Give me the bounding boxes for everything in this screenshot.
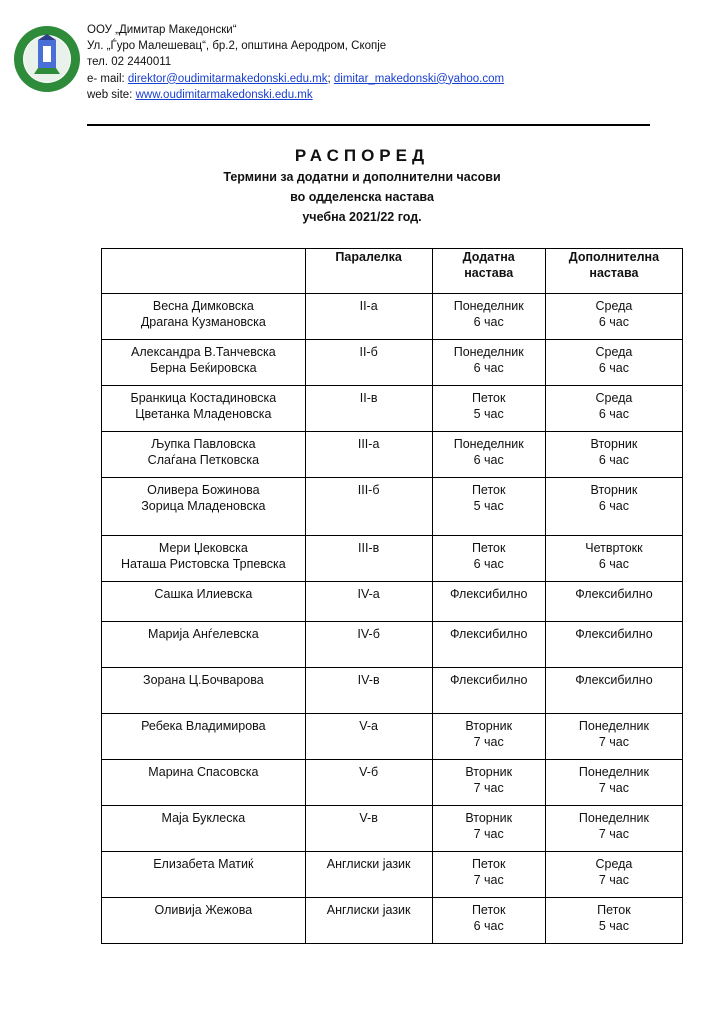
additional-class-cell-line: Петок	[471, 541, 506, 555]
additional-class-cell-line: 6 час	[473, 919, 504, 933]
additional-class-cell-content	[433, 432, 545, 468]
class-cell	[305, 582, 432, 622]
school-name: ООУ „Димитар Македонски“	[87, 24, 237, 36]
teacher-cell-line: Марина Спасовска	[148, 765, 259, 779]
supplementary-class-cell	[545, 432, 682, 478]
additional-class-cell-line: 7 час	[473, 873, 504, 887]
additional-class-cell	[432, 714, 545, 760]
additional-class-cell-line: Понеделник	[453, 437, 524, 451]
teacher-cell-line: Елизабета Матиќ	[153, 857, 254, 871]
additional-class-cell	[432, 536, 545, 582]
teacher-cell	[102, 668, 306, 714]
teacher-cell-content	[102, 668, 305, 688]
additional-class-cell	[432, 294, 545, 340]
supplementary-class-cell	[545, 294, 682, 340]
additional-class-cell-line: Понеделник	[453, 299, 524, 313]
supplementary-class-cell	[545, 760, 682, 806]
additional-class-cell	[432, 622, 545, 668]
teacher-cell-content	[102, 340, 305, 376]
supplementary-class-cell-content	[546, 432, 682, 468]
teacher-cell-line: Весна Димковска	[152, 299, 254, 313]
teacher-cell	[102, 898, 306, 944]
class-label: III-в	[358, 541, 380, 555]
class-label: III-a	[357, 437, 380, 451]
supplementary-class-cell-content	[546, 760, 682, 796]
teacher-cell-line: Мери Џековска	[158, 541, 248, 555]
supplementary-class-cell	[545, 852, 682, 898]
table-row	[102, 668, 683, 714]
supplementary-class-cell-line: 6 час	[598, 453, 629, 467]
supplementary-class-cell	[545, 536, 682, 582]
supplementary-class-cell	[545, 478, 682, 536]
supplementary-class-cell-line: 7 час	[598, 873, 629, 887]
header-additional-line2: настава	[464, 266, 514, 280]
header-supplementary-line2: настава	[589, 266, 639, 280]
supplementary-class-cell-line: 7 час	[598, 781, 629, 795]
additional-class-cell-content	[433, 714, 545, 750]
table-row	[102, 852, 683, 898]
supplementary-class-cell-line: Флексибилно	[575, 673, 653, 687]
table-row	[102, 760, 683, 806]
class-cell	[305, 622, 432, 668]
email-prefix: e- mail:	[87, 72, 128, 85]
teacher-cell-content	[102, 714, 305, 734]
web-prefix: web site:	[87, 88, 136, 101]
additional-class-cell	[432, 340, 545, 386]
table-row	[102, 340, 683, 386]
teacher-cell	[102, 478, 306, 536]
supplementary-class-cell-line: Четвртокк	[585, 541, 643, 555]
additional-class-cell-line: Понеделник	[453, 345, 524, 359]
supplementary-class-cell	[545, 668, 682, 714]
class-cell	[305, 478, 432, 536]
additional-class-cell-line: Флексибилно	[449, 587, 528, 601]
class-cell	[305, 898, 432, 944]
additional-class-cell-content	[433, 852, 545, 888]
document-subtitle-line1: Термини за додатни и дополнителни часови	[223, 170, 501, 184]
supplementary-class-cell	[545, 806, 682, 852]
document-subtitle-line2: во одделенска настава	[290, 190, 434, 204]
supplementary-class-cell-content	[546, 714, 682, 750]
header-additional	[432, 249, 545, 294]
additional-class-cell-line: 5 час	[473, 499, 504, 513]
additional-class-cell-line: 6 час	[473, 557, 504, 571]
table-row	[102, 898, 683, 944]
table-row	[102, 714, 683, 760]
teacher-cell	[102, 432, 306, 478]
header-divider	[87, 124, 650, 126]
additional-class-cell-content	[433, 536, 545, 572]
school-address: Ул. „Ѓуро Малешевац“, бр.2, општина Аеродром, Скопје	[87, 40, 387, 53]
class-cell	[305, 806, 432, 852]
header-teacher	[102, 249, 306, 294]
supplementary-class-cell-content	[546, 478, 682, 514]
additional-class-cell-line: 6 час	[473, 453, 504, 467]
class-label: IV-б	[357, 627, 380, 641]
class-label: Англиски јазик	[326, 903, 411, 917]
header-supplementary	[545, 249, 682, 294]
document-title: РАСПОРЕД	[294, 146, 430, 165]
table-row	[102, 622, 683, 668]
document-subtitle-line3: учебна 2021/22 год.	[302, 210, 422, 224]
teacher-cell-line: Наташа Ристовска Трпевска	[120, 557, 286, 571]
additional-class-cell	[432, 760, 545, 806]
supplementary-class-cell	[545, 714, 682, 760]
teacher-cell-content	[102, 536, 305, 572]
supplementary-class-cell-line: 6 час	[598, 557, 629, 571]
teacher-cell	[102, 340, 306, 386]
supplementary-class-cell-content	[546, 668, 682, 688]
additional-class-cell-line: 7 час	[473, 827, 504, 841]
additional-class-cell-line: 7 час	[473, 781, 504, 795]
additional-class-cell-line: Петок	[471, 483, 506, 497]
school-logo-icon	[12, 24, 82, 94]
header-supplementary-line1: Дополнителна	[568, 250, 660, 264]
additional-class-cell	[432, 852, 545, 898]
supplementary-class-cell-content	[546, 294, 682, 330]
teacher-cell-content	[102, 478, 305, 514]
supplementary-class-cell-content	[546, 622, 682, 642]
teacher-cell	[102, 536, 306, 582]
supplementary-class-cell-line: Понеделник	[578, 765, 649, 779]
header-class: Паралелка	[305, 249, 432, 294]
supplementary-class-cell-content	[546, 536, 682, 572]
supplementary-class-cell-content	[546, 386, 682, 422]
email-link-director[interactable]: direktor@oudimitarmakedonski.edu.mk	[127, 72, 328, 85]
teacher-cell-line: Љупка Павловска	[151, 437, 256, 451]
class-cell	[305, 668, 432, 714]
additional-class-cell	[432, 582, 545, 622]
additional-class-cell	[432, 806, 545, 852]
table-row	[102, 806, 683, 852]
class-label: V-б	[359, 765, 379, 779]
teacher-cell-content	[102, 760, 305, 780]
teacher-cell-line: Цветанка Младеновска	[135, 407, 272, 421]
supplementary-class-cell-line: 6 час	[598, 407, 629, 421]
supplementary-class-cell-line: Петок	[597, 903, 631, 917]
additional-class-cell-line: Флексибилно	[449, 673, 528, 687]
supplementary-class-cell-line: 7 час	[598, 827, 629, 841]
supplementary-class-cell-line: 6 час	[598, 499, 629, 513]
additional-class-cell-line: Петок	[471, 391, 506, 405]
school-phone: тел. 02 2440011	[87, 56, 172, 69]
supplementary-class-cell	[545, 582, 682, 622]
class-label: II-в	[359, 391, 378, 405]
table-row	[102, 536, 683, 582]
class-label: II-a	[359, 299, 378, 313]
additional-class-cell-content	[433, 582, 545, 602]
table-row	[102, 386, 683, 432]
school-email-line	[87, 71, 504, 87]
supplementary-class-cell	[545, 386, 682, 432]
additional-class-cell-line: 6 час	[473, 315, 504, 329]
school-web-line	[87, 87, 504, 103]
teacher-cell-line: Александра В.Танчевска	[131, 345, 276, 359]
supplementary-class-cell-content	[546, 340, 682, 376]
supplementary-class-cell-content	[546, 898, 682, 934]
teacher-cell	[102, 714, 306, 760]
additional-class-cell-line: Вторник	[465, 765, 513, 779]
additional-class-cell-content	[433, 898, 545, 934]
class-cell	[305, 714, 432, 760]
additional-class-cell-line: Петок	[471, 857, 506, 871]
teacher-cell-content	[102, 386, 305, 422]
teacher-cell-line: Оливера Божинова	[147, 483, 260, 497]
teacher-cell-content	[102, 898, 305, 918]
supplementary-class-cell-line: Понеделник	[578, 811, 649, 825]
teacher-cell-line: Оливија Жежова	[154, 903, 253, 917]
teacher-cell-line: Зорица Младеновска	[141, 499, 266, 513]
supplementary-class-cell-line: 6 час	[598, 361, 629, 375]
teacher-cell-content	[102, 852, 305, 872]
supplementary-class-cell-line: 5 час	[598, 919, 629, 933]
teacher-cell	[102, 582, 306, 622]
supplementary-class-cell-line: Флексибилно	[575, 587, 653, 601]
additional-class-cell-line: Вторник	[465, 811, 513, 825]
class-label: II-б	[359, 345, 378, 359]
supplementary-class-cell	[545, 622, 682, 668]
class-label: V-в	[359, 811, 378, 825]
class-cell	[305, 760, 432, 806]
class-label: III-б	[357, 483, 380, 497]
additional-class-cell-line: 7 час	[473, 735, 504, 749]
class-cell	[305, 386, 432, 432]
additional-class-cell-content	[433, 478, 545, 514]
additional-class-cell-content	[433, 386, 545, 422]
teacher-cell-content	[102, 622, 305, 642]
schedule-table	[101, 248, 683, 944]
teacher-cell	[102, 386, 306, 432]
teacher-cell-line: Маја Буклеска	[161, 811, 246, 825]
teacher-cell-line: Марија Анѓелевска	[148, 627, 259, 641]
teacher-cell-line: Зорана Ц.Бочварова	[143, 673, 264, 687]
additional-class-cell-line: 6 час	[473, 361, 504, 375]
table-row	[102, 432, 683, 478]
additional-class-cell-line: 5 час	[473, 407, 504, 421]
teacher-cell-line: Бранкица Костадиновска	[130, 391, 277, 405]
email-separator: ;	[327, 72, 334, 85]
additional-class-cell	[432, 386, 545, 432]
supplementary-class-cell-line: Среда	[595, 299, 633, 313]
website-link[interactable]: www.oudimitarmakedonski.edu.mk	[135, 88, 313, 101]
class-cell	[305, 536, 432, 582]
supplementary-class-cell-line: Вторник	[590, 483, 638, 497]
schedule-table-body	[102, 249, 683, 944]
class-cell	[305, 340, 432, 386]
additional-class-cell	[432, 898, 545, 944]
supplementary-class-cell-content	[546, 582, 682, 602]
teacher-cell-line: Берна Беќировска	[150, 361, 257, 375]
class-label: IV-в	[357, 673, 380, 687]
supplementary-class-cell-content	[546, 852, 682, 888]
supplementary-class-cell-line: Среда	[595, 391, 633, 405]
teacher-cell-line: Сашка Илиевска	[154, 587, 253, 601]
table-row	[102, 294, 683, 340]
class-label: Англиски јазик	[326, 857, 411, 871]
supplementary-class-cell	[545, 340, 682, 386]
teacher-cell	[102, 852, 306, 898]
teacher-cell	[102, 760, 306, 806]
supplementary-class-cell-line: Среда	[595, 857, 633, 871]
teacher-cell-content	[102, 294, 305, 330]
additional-class-cell	[432, 432, 545, 478]
supplementary-class-cell-line: 7 час	[598, 735, 629, 749]
teacher-cell-line: Драгана Кузмановска	[140, 315, 266, 329]
email-link-yahoo[interactable]: dimitar_makedonski@yahoo.com	[333, 72, 505, 85]
table-row	[102, 478, 683, 536]
header-additional-line1: Додатна	[462, 250, 515, 264]
teacher-cell-line: Слаѓана Петковска	[147, 453, 260, 467]
additional-class-cell	[432, 478, 545, 536]
class-cell	[305, 432, 432, 478]
teacher-cell-line: Ребека Владимирова	[141, 719, 266, 733]
additional-class-cell-content	[433, 294, 545, 330]
class-label: IV-a	[357, 587, 380, 601]
additional-class-cell-line: Петок	[471, 903, 506, 917]
table-header-row	[102, 249, 683, 294]
teacher-cell-content	[102, 432, 305, 468]
supplementary-class-cell-content	[546, 806, 682, 842]
additional-class-cell-content	[433, 622, 545, 642]
additional-class-cell-content	[433, 760, 545, 796]
supplementary-class-cell	[545, 898, 682, 944]
teacher-cell	[102, 622, 306, 668]
additional-class-cell	[432, 668, 545, 714]
teacher-cell	[102, 806, 306, 852]
teacher-cell-content	[102, 582, 305, 602]
additional-class-cell-content	[433, 340, 545, 376]
supplementary-class-cell-line: Вторник	[590, 437, 638, 451]
teacher-cell	[102, 294, 306, 340]
additional-class-cell-line: Флексибилно	[449, 627, 528, 641]
class-label: V-a	[359, 719, 379, 733]
additional-class-cell-content	[433, 806, 545, 842]
table-row	[102, 582, 683, 622]
letterhead	[12, 22, 652, 130]
additional-class-cell-line: Вторник	[465, 719, 513, 733]
additional-class-cell-content	[433, 668, 545, 688]
supplementary-class-cell-line: Среда	[595, 345, 633, 359]
supplementary-class-cell-line: 6 час	[598, 315, 629, 329]
supplementary-class-cell-line: Флексибилно	[575, 627, 653, 641]
supplementary-class-cell-line: Понеделник	[578, 719, 649, 733]
class-cell	[305, 852, 432, 898]
school-contact-block	[87, 22, 504, 103]
class-cell	[305, 294, 432, 340]
teacher-cell-content	[102, 806, 305, 826]
